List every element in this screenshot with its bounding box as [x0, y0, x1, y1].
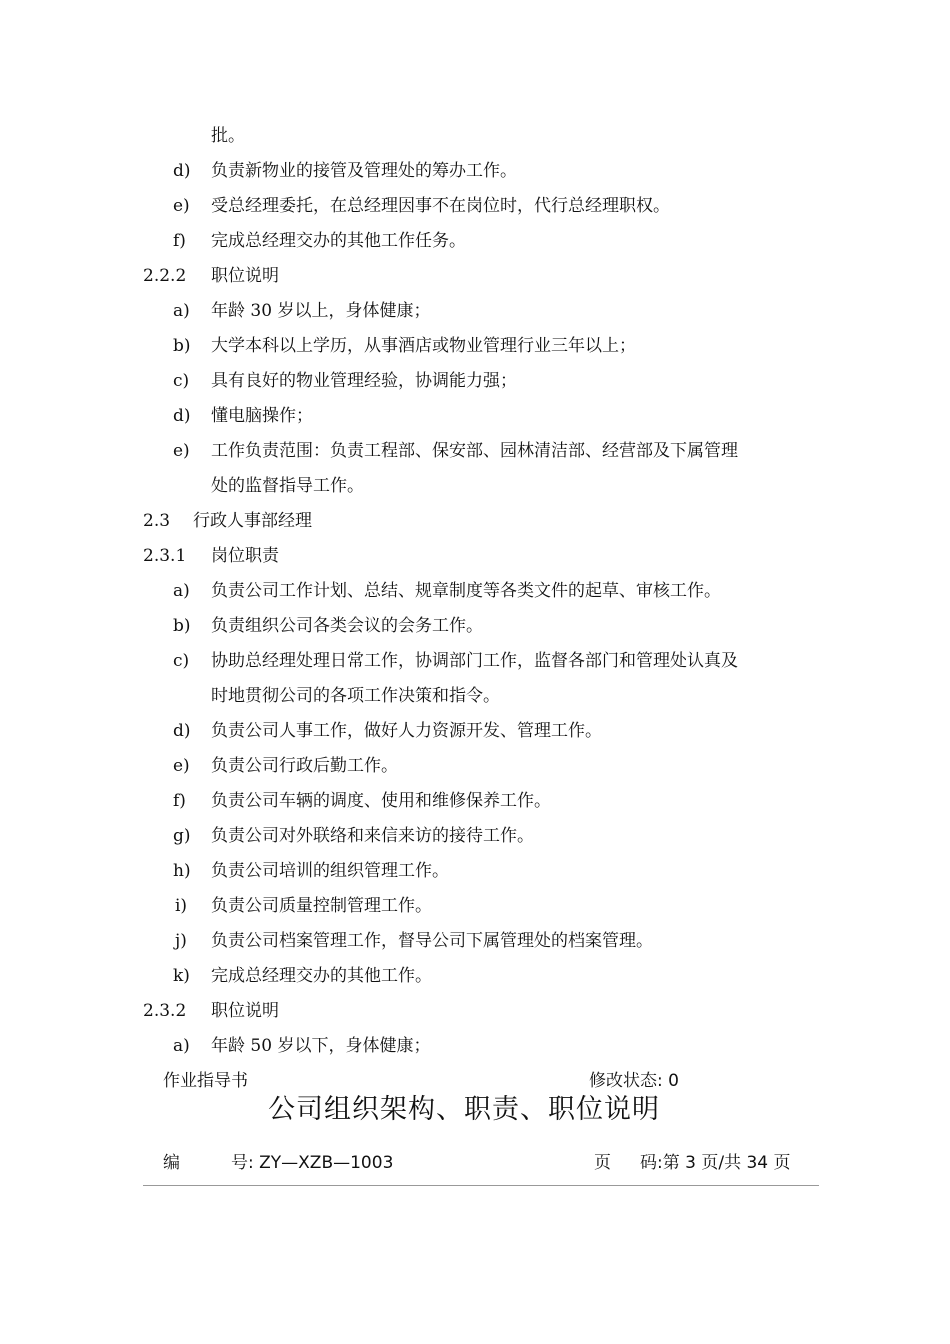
- section-title: 行政人事部经理: [193, 511, 312, 531]
- page-label: 页: [594, 1153, 611, 1173]
- list-text: 负责公司质量控制管理工作。: [211, 896, 432, 916]
- list-text: 完成总经理交办的其他工作任务。: [211, 231, 466, 251]
- list-text: 负责组织公司各类会议的会务工作。: [211, 616, 483, 636]
- document-title: 公司组织架构、职责、职位说明: [268, 1094, 660, 1125]
- list-marker: f): [173, 231, 186, 251]
- section-number: 2.2.2: [143, 266, 187, 286]
- list-text: 协助总经理处理日常工作，协调部门工作，监督各部门和管理处认真及: [211, 651, 738, 671]
- revision-status: 修改状态: 0: [589, 1071, 679, 1091]
- section-title: 职位说明: [211, 266, 279, 286]
- doc-code: 号: ZY—XZB—1003: [231, 1153, 394, 1173]
- list-text: 年龄 50 岁以下，身体健康；: [211, 1036, 431, 1056]
- list-text: 负责公司行政后勤工作。: [211, 756, 398, 776]
- list-text: 具有良好的物业管理经验，协调能力强；: [211, 371, 517, 391]
- list-text: 负责公司对外联络和来信来访的接待工作。: [211, 826, 534, 846]
- list-marker: e): [173, 756, 190, 776]
- list-text-continuation: 时地贯彻公司的各项工作决策和指令。: [211, 686, 500, 706]
- doc-type-label: 作业指导书: [163, 1071, 248, 1091]
- section-number: 2.3.2: [143, 1001, 187, 1021]
- footer-divider: [143, 1185, 819, 1186]
- list-marker: g): [173, 826, 191, 846]
- list-marker: c): [173, 651, 190, 671]
- list-marker: e): [173, 441, 190, 461]
- list-text: 大学本科以上学历，从事酒店或物业管理行业三年以上；: [211, 336, 636, 356]
- list-marker: i): [175, 896, 188, 916]
- list-marker: a): [173, 1036, 190, 1056]
- list-text: 负责新物业的接管及管理处的筹办工作。: [211, 161, 517, 181]
- list-text: 完成总经理交办的其他工作。: [211, 966, 432, 986]
- list-text: 负责公司培训的组织管理工作。: [211, 861, 449, 881]
- list-marker: j): [175, 931, 187, 951]
- list-text-continuation: 处的监督指导工作。: [211, 476, 364, 496]
- list-marker: h): [173, 861, 191, 881]
- list-text: 负责公司车辆的调度、使用和维修保养工作。: [211, 791, 551, 811]
- list-marker: f): [173, 791, 186, 811]
- list-marker: d): [173, 161, 191, 181]
- list-marker: c): [173, 371, 190, 391]
- paragraph-continuation: 批。: [211, 126, 245, 146]
- list-text: 年龄 30 岁以上，身体健康；: [211, 301, 431, 321]
- list-marker: k): [173, 966, 190, 986]
- list-marker: b): [173, 616, 191, 636]
- list-text: 负责公司档案管理工作，督导公司下属管理处的档案管理。: [211, 931, 653, 951]
- section-title: 岗位职责: [211, 546, 279, 566]
- list-text: 工作负责范围：负责工程部、保安部、园林清洁部、经营部及下属管理: [211, 441, 738, 461]
- doc-code-label: 编: [163, 1153, 180, 1173]
- list-text: 懂电脑操作；: [211, 406, 313, 426]
- page-number: 码:第 3 页/共 34 页: [640, 1153, 791, 1173]
- list-marker: b): [173, 336, 191, 356]
- list-marker: d): [173, 406, 191, 426]
- section-title: 职位说明: [211, 1001, 279, 1021]
- list-marker: d): [173, 721, 191, 741]
- list-marker: a): [173, 581, 190, 601]
- list-text: 负责公司工作计划、总结、规章制度等各类文件的起草、审核工作。: [211, 581, 721, 601]
- list-marker: e): [173, 196, 190, 216]
- section-number: 2.3.1: [143, 546, 187, 566]
- list-marker: a): [173, 301, 190, 321]
- list-text: 负责公司人事工作，做好人力资源开发、管理工作。: [211, 721, 602, 741]
- section-number: 2.3: [143, 511, 171, 531]
- list-text: 受总经理委托，在总经理因事不在岗位时，代行总经理职权。: [211, 196, 670, 216]
